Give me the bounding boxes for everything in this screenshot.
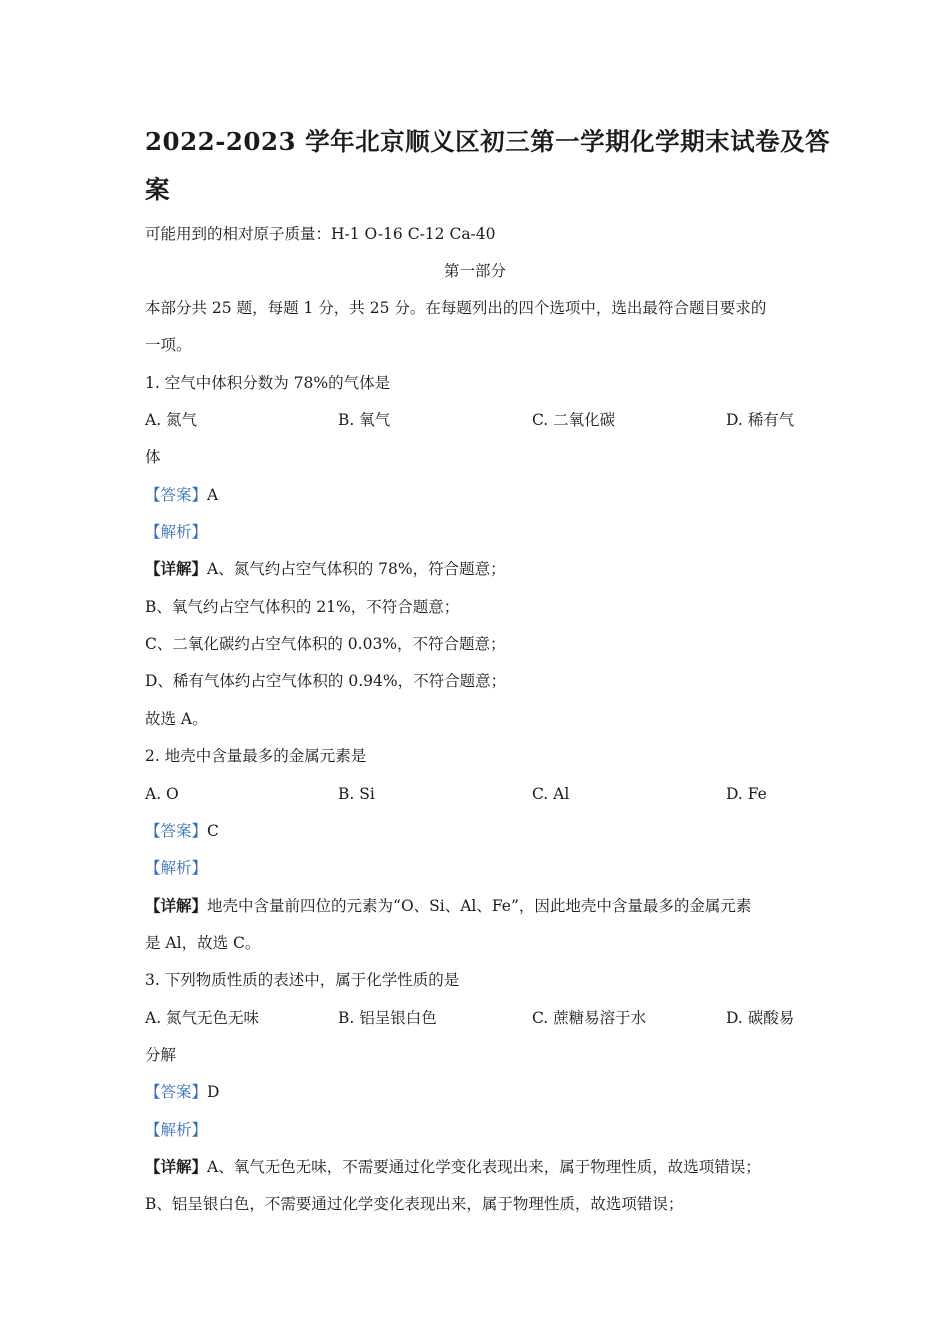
q2-option-d: D. Fe [726,785,767,803]
q1-option-d-wrap: 体 [145,448,161,466]
q2-stem: 2. 地壳中含量最多的金属元素是 [145,747,367,765]
q3-detail-line-2: B、铝呈银白色，不需要通过化学变化表现出来，属于物理性质，故选项错误； [145,1195,684,1213]
q2-detail-line-1 [145,896,751,916]
detail-label: 【详解】 [145,1157,208,1176]
detail-label: 【详解】 [145,559,208,578]
q2-option-a: A. O [145,785,179,803]
q1-detail-line-3: C、二氧化碳约占空气体积的 0.03%，不符合题意； [145,635,506,653]
answer-label: 【答案】 [145,486,208,504]
q1-option-d: D. 稀有气 [726,411,795,429]
q3-option-b: B. 铝呈银白色 [338,1009,437,1027]
q1-option-c: C. 二氧化碳 [532,411,616,429]
q3-detail-line-1 [145,1157,761,1177]
q2-option-c: C. Al [532,785,570,803]
q1-answer-value: A [207,486,219,504]
document-title-line-1: 2022-2023 学年北京顺义区初三第一学期化学期末试卷及答 [145,127,831,156]
q2-detail-text: 地壳中含量前四位的元素为“O、Si、Al、Fe”，因此地壳中含量最多的金属元素 [207,897,752,915]
q1-answer [145,485,218,505]
q3-option-a: A. 氮气无色无味 [145,1009,260,1027]
q1-analysis-label: 【解析】 [145,523,208,541]
q2-answer-value: C [207,822,219,840]
q3-option-c: C. 蔗糖易溶于水 [532,1009,647,1027]
atomic-masses-note: 可能用到的相对原子质量：H-1 O-16 C-12 Ca-40 [145,225,496,243]
q2-option-b: B. Si [338,785,375,803]
q1-conclusion: 故选 A。 [145,710,208,728]
q3-analysis-label: 【解析】 [145,1121,208,1139]
q2-detail-line-2: 是 Al，故选 C。 [145,934,261,952]
answer-label: 【答案】 [145,822,208,840]
q3-answer-value: D [207,1083,220,1101]
q1-stem: 1. 空气中体积分数为 78%的气体是 [145,374,391,392]
q1-detail-line-4: D、稀有气体约占空气体积的 0.94%，不符合题意； [145,672,507,690]
q3-stem: 3. 下列物质性质的表述中，属于化学性质的是 [145,971,460,989]
q3-detail-text: A、氧气无色无味，不需要通过化学变化表现出来，属于物理性质，故选项错误； [207,1158,761,1176]
q1-detail-text: A、氮气约占空气体积的 78%，符合题意； [207,560,506,578]
q1-detail-line-2: B、氧气约占空气体积的 21%，不符合题意； [145,598,460,616]
detail-label: 【详解】 [145,896,208,915]
q3-option-d: D. 碳酸易 [726,1009,795,1027]
q2-analysis-label: 【解析】 [145,859,208,877]
q1-detail-line-1 [145,559,506,579]
q3-option-d-wrap: 分解 [145,1046,177,1064]
section-intro-line-2: 一项。 [145,336,192,354]
q1-option-a: A. 氮气 [145,411,198,429]
document-title-line-2: 案 [145,175,170,204]
section-heading: 第一部分 [443,262,506,280]
answer-label: 【答案】 [145,1083,208,1101]
q1-option-b: B. 氧气 [338,411,391,429]
q2-answer [145,821,219,841]
section-intro-line-1: 本部分共 25 题，每题 1 分，共 25 分。在每题列出的四个选项中，选出最符合题目要求的 [145,299,767,317]
q3-answer [145,1082,219,1102]
